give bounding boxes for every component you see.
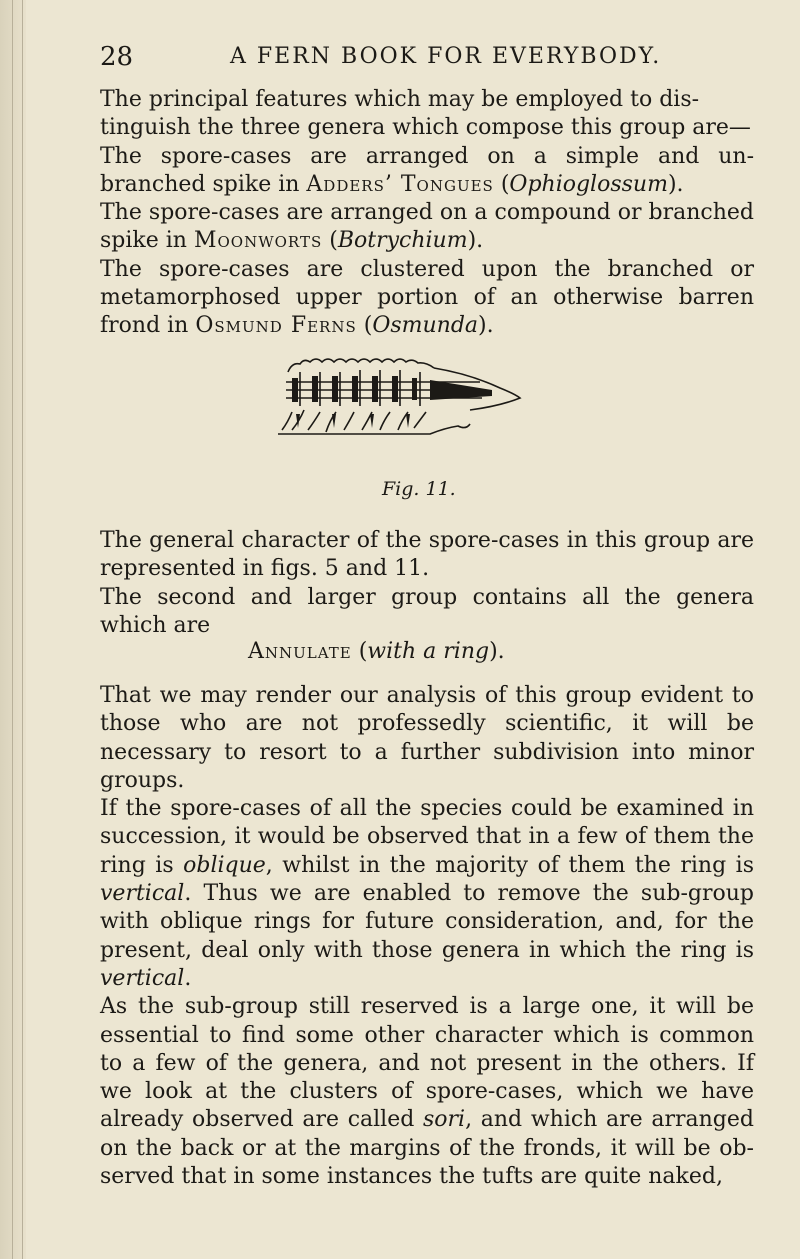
- paragraph-sori: [100, 993, 754, 1191]
- genus-latin-name: Osmunda: [372, 313, 479, 339]
- text-run: . Thus we are enabled to remove the sub-group with oblique rings for future consideration, and, for the present, deal only with those genera in which the ring is: [100, 881, 754, 963]
- text-run: The spore-cases are arranged on a simple and un-branched spike in: [100, 143, 754, 197]
- paragraph-adders-tongues: [100, 143, 754, 200]
- text-run: , and which are arranged on the back or at the margins of the fronds, it will be ob-served that in some instances the tufts are quite naked,: [100, 1107, 754, 1190]
- lower-text: [100, 682, 754, 1191]
- text-line: tinguish the three genera which compose this group are—: [100, 115, 751, 141]
- text-run: ).: [489, 639, 505, 664]
- text-run: As the sub-group still reserved is a large one, it will be essential to find some other character which is common to a few of the genera, and not present in the others. If we look at the clusters of spore-cases, which we have already observed are called: [100, 994, 754, 1133]
- paragraph-analysis: That we may render our analysis of this group evident to those who are not professedly scientific, it will be necessary to resort to a further subdivision into minor groups.: [100, 683, 754, 793]
- genus-latin-name: Botrychium: [337, 228, 468, 254]
- text-run: .: [184, 965, 192, 991]
- paragraph-osmund: [100, 256, 754, 341]
- genus-latin-name: Ophioglossum: [509, 171, 668, 197]
- emphasis-oblique: oblique: [183, 852, 266, 878]
- text-run: (: [356, 313, 373, 339]
- text-run: The spore-cases are arranged on a compound or branched spike in: [100, 200, 754, 254]
- figure-caption: Fig. 11.: [382, 478, 456, 500]
- text-run: The spore-cases are clustered upon the branched or metamorphosed upper portion of an otherwise barren frond in: [100, 256, 754, 339]
- paragraph-rings: [100, 795, 754, 993]
- upper-text: [100, 86, 754, 341]
- text-run: (: [351, 639, 368, 664]
- spore-case-illustration: [230, 350, 560, 470]
- text-run: If the spore-cases of all the species could be examined in succession, it would be observed that in a few of them the ring is: [100, 796, 754, 878]
- annulate-heading: [248, 639, 505, 664]
- text-run: (: [322, 228, 338, 254]
- page-header: [100, 42, 752, 76]
- text-run: ).: [467, 228, 484, 254]
- page-number: 28: [100, 42, 134, 72]
- text-run: ).: [667, 171, 684, 197]
- emphasis-vertical: vertical: [100, 965, 185, 991]
- genus-common-name: Adders’ Tongues: [306, 171, 494, 197]
- middle-text: [100, 527, 754, 640]
- paragraph-moonworts: [100, 199, 754, 256]
- paragraph-second-group: The second and larger group contains all the genera which are: [100, 584, 754, 638]
- gutter-line: [22, 0, 23, 1259]
- emphasis-vertical: vertical: [100, 881, 185, 907]
- genus-common-name: Osmund Ferns: [195, 313, 357, 339]
- running-head: A FERN BOOK FOR EVERYBODY.: [230, 44, 662, 69]
- text-run: (: [493, 171, 510, 197]
- text-line: The principal features which may be employed to dis-: [100, 87, 700, 112]
- text-run: , whilst in the majority of them the ring is: [265, 852, 754, 878]
- paragraph-intro: [100, 86, 754, 143]
- emphasis-sori: sori: [423, 1107, 466, 1133]
- group-name: Annulate: [248, 639, 352, 664]
- genus-common-name: Moonworts: [193, 228, 323, 254]
- text-run: ).: [478, 313, 494, 339]
- group-gloss: with a ring: [367, 639, 490, 664]
- gutter-line: [12, 0, 13, 1259]
- paragraph-general-character: The general character of the spore-cases in this group are represented in figs. 5 and 11.: [100, 528, 754, 582]
